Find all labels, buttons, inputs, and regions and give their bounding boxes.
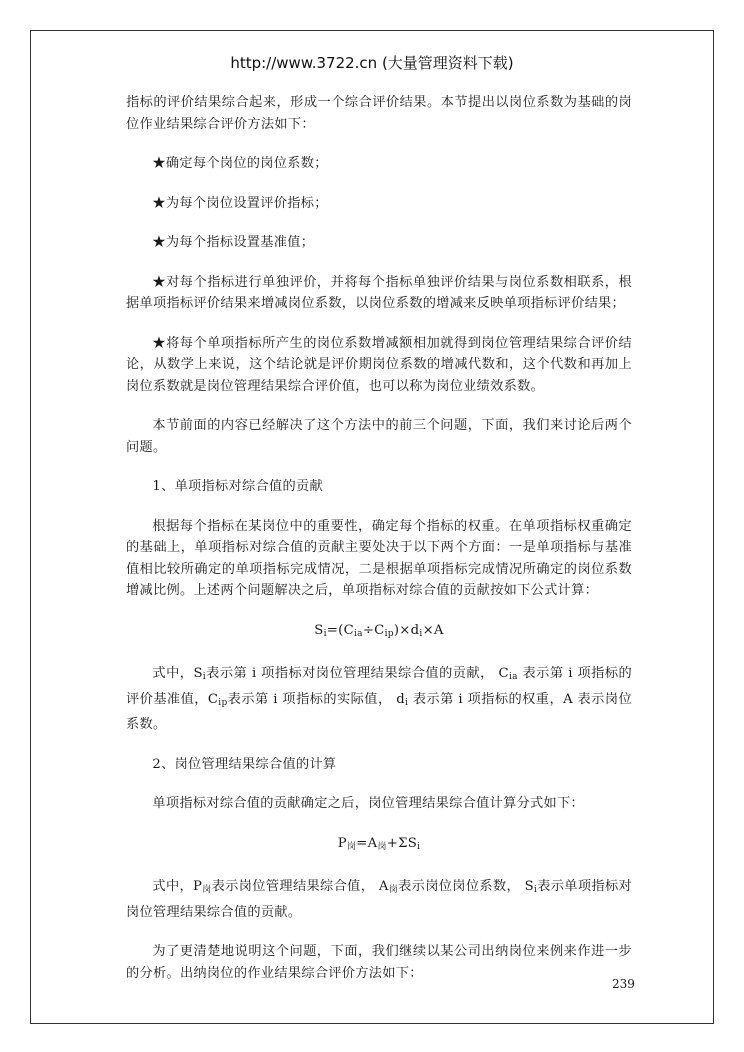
list-item: ★确定每个岗位的岗位系数； [152,156,328,171]
formula-explanation: 式中，$S_i$表示第 i 项指标对岗位管理结果综合值的贡献， $C_{ia}$ 表示第 i 项指标的评价基准值，$C_{ip}$表示第 i 项指标的实际值， $d_i$ 表示第 i 项指标的权重，A 表示岗位系数。 [126,666,633,732]
header-note: (大量管理资料下载) [381,54,514,72]
paragraph: 本节前面的内容已经解决了这个方法中的前三个问题，下面，我们来讨论后两个问题。 [126,418,632,455]
list-item: ★为每个岗位设置评价指标； [152,195,328,211]
list-item: ★为每个指标设置基准值； [152,235,315,250]
paragraph: 根据每个指标在某岗位中的重要性，确定每个指标的权重。在单项指标权重确定的基础上，单项指标对综合值的贡献主要处决于以下两个方面：一是单项指标与基准值相比较所确定的单项指标完成情况，二是根据单项指标完成情况所确定的岗位系数增减比例。上述两个问题解决之后，单项指标对综合值的贡献按如下公式计算： [126,518,632,598]
paragraph: 为了更清楚地说明这个问题，下面，我们继续以某公司出纳岗位来例来作进一步的分析。出纳岗位的作业结果综合评价方法如下： [126,944,632,981]
body-text [126,92,632,984]
formula-composite: $P_岗=A_岗+\Sigma S_i$ [337,835,421,852]
list-item: ★对每个指标进行单独评价，并将每个指标单独评价结果与岗位系数相联系，根据单项指标评价结果来增减岗位系数，以岗位系数的增减来反映单项指标评价结果； [126,274,632,311]
page-header [0,52,744,73]
paragraph: 单项指标对综合值的贡献确定之后，岗位管理结果综合值计算分式如下： [152,796,584,811]
paragraph-intro: 指标的评价结果综合起来，形成一个综合评价结果。本节提出以岗位系数为基础的岗位作业结果综合评价方法如下： [126,95,632,132]
formula-contribution: $S_i=(C_{ia}\div C_{ip})\times d_i\times A$ [314,622,444,639]
page-number: 239 [612,977,635,991]
header-url[interactable]: http://www.3722.cn [230,54,378,72]
formula-explanation: 式中，$P_岗$表示岗位管理结果综合值， $A_岗$表示岗位岗位系数， $S_i$表示单项指标对岗位管理结果综合值的贡献。 [126,879,632,920]
section-heading: 1、单项指标对综合值的贡献 [152,479,323,494]
section-heading: 2、岗位管理结果综合值的计算 [152,756,337,772]
list-item: ★将每个单项指标所产生的岗位系数增减额相加就得到岗位管理结果综合评价结论，从数学上来说，这个结论就是评价期岗位系数的增减代数和，这个代数和再加上岗位系数就是岗位管理结果综合评价值，也可以称为岗位业绩效系数。 [126,335,632,394]
